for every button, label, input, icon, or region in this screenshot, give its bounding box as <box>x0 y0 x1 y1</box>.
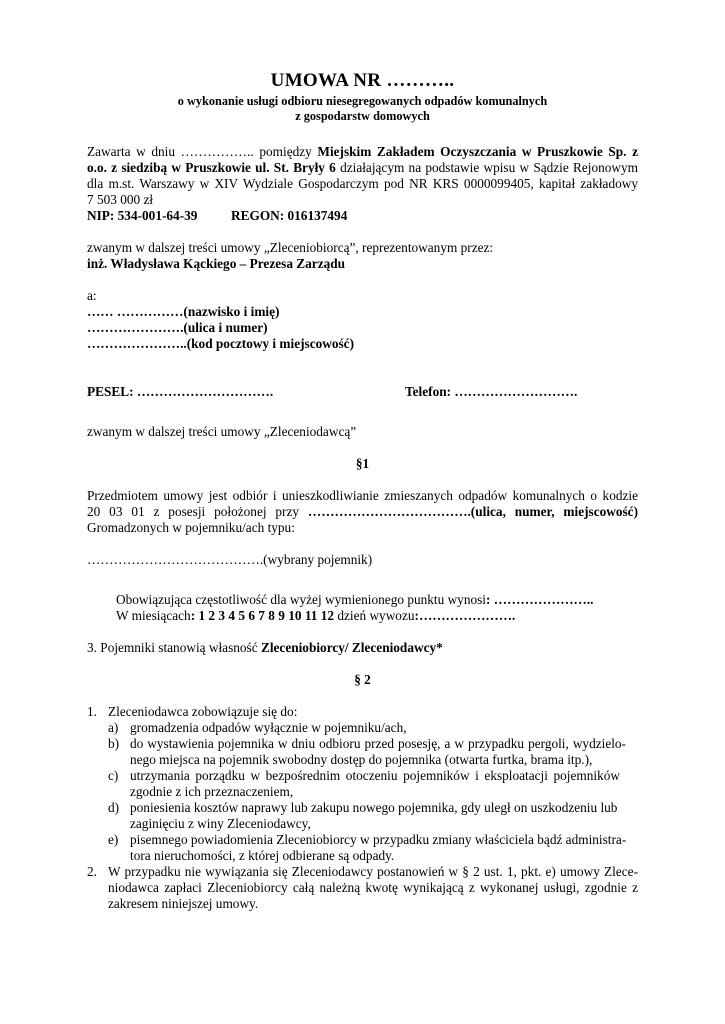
months-list: : 1 2 3 4 5 6 7 8 9 10 11 12 <box>190 608 335 623</box>
item-2-text-line-2: niodawca zapłaci Zleceniobiorcy całą należną kwotę wynikającą z wykonanej usługi, zgodnie z <box>108 880 638 895</box>
item-a-text: gromadzenia odpadów wyłącznie w pojemniku/ach, <box>130 720 407 735</box>
document-subtitle-line-1: o wykonanie usługi odbioru niesegregowanych odpadów komunalnych <box>177 94 548 108</box>
ownership-label: 3. Pojemniki stanowią własność <box>87 640 261 655</box>
section-1-heading: §1 <box>355 456 370 471</box>
months-line <box>116 608 515 624</box>
item-1-number: 1. <box>87 704 97 719</box>
section-2-heading: § 2 <box>354 672 371 687</box>
frequency-field: : ………………….. <box>486 592 594 607</box>
item-a-label: a) <box>108 720 119 735</box>
container-type-field: ………………………………….(wybrany pojemnik) <box>87 552 373 567</box>
property-address-field: ……………………………….(ulica, numer, miejscowość) <box>307 504 638 519</box>
item-e-text-line-1: pisemnego powiadomienia Zleceniobiorcy w przypadku zmiany właściciela bądź administra- <box>130 832 627 847</box>
company-name: Miejskim Zakładem Oczyszczania w Pruszkowie Sp. z <box>317 144 639 159</box>
party-street-field: ………………….(ulica i numer) <box>87 320 268 335</box>
document-title: UMOWA NR ……….. <box>270 70 455 91</box>
s1-paragraph-line-3: Gromadzonych w pojemniku/ach typu: <box>87 520 295 535</box>
party-postal-field: …………………..(kod pocztowy i miejscowość) <box>87 336 355 351</box>
item-c-text-line-1: utrzymania porządku w bezpośrednim otoczeniu pojemników i eksploatacji pojemników <box>130 768 620 783</box>
frequency-line <box>116 592 594 608</box>
item-d-text-line-1: poniesienia kosztów naprawy lub zakupu nowego pojemnika, gdy uległ on uszkodzeniu lub <box>130 800 618 815</box>
item-c-label: c) <box>108 768 119 783</box>
contract-date-text: Zawarta w dniu …………….. pomiędzy <box>87 144 318 159</box>
item-c-text-line-2: zgodnie z ich przeznaczeniem, <box>130 784 294 799</box>
pickup-day-label: dzień wywozu <box>334 608 415 623</box>
company-seat: o.o. z siedzibą w Pruszkowie ul. St. Bryły 6 <box>87 160 336 175</box>
pickup-day-field: :…………………. <box>414 608 516 623</box>
item-b-label: b) <box>108 736 120 751</box>
ownership-options: Zleceniobiorcy/ Zleceniodawcy* <box>260 640 443 655</box>
regon-number: REGON: 016137494 <box>231 208 348 223</box>
pesel-field: PESEL: …………………………. <box>87 384 274 399</box>
representative-name: inż. Władysława Kąckiego – Prezesa Zarządu <box>87 256 346 271</box>
nip-number: NIP: 534-001-64-39 <box>87 208 198 223</box>
intro-line-2 <box>87 160 638 176</box>
months-label: W miesiącach <box>116 608 191 623</box>
item-1-text: Zleceniodawca zobowiązuje się do: <box>108 704 298 719</box>
phone-field: Telefon: ………………………. <box>405 384 578 399</box>
party-a-label: a: <box>87 288 97 303</box>
frequency-label: Obowiązująca częstotliwość dla wyżej wymienionego punktu wynosi <box>116 592 487 607</box>
registration-text: działającym na podstawie wpisu w Sądzie Rejonowym <box>335 160 638 175</box>
item-2-text-line-3: zakresem niniejszej umowy. <box>108 896 259 911</box>
party-name-field: …… ……………(nazwisko i imię) <box>87 304 280 319</box>
represented-by-text: zwanym w dalszej treści umowy „Zleceniobiorcą”, reprezentowanym przez: <box>87 240 494 255</box>
item-2-text-line-1: W przypadku nie wywiązania się Zleceniodawcy postanowień w § 2 ust. 1, pkt. e) umowy Zlece- <box>108 864 638 879</box>
item-e-label: e) <box>108 832 119 847</box>
client-called-text: zwanym w dalszej treści umowy „Zleceniodawcą” <box>87 424 357 439</box>
item-d-label: d) <box>108 800 120 815</box>
intro-line-3: dla m.st. Warszawy w XIV Wydziale Gospodarczym pod NR KRS 0000099405, kapitał zakładowy <box>87 176 638 191</box>
item-b-text-line-2: nego miejsca na pojemnik swobodny dostęp do pojemnika (otwarta furtka, brama itp.), <box>130 752 593 767</box>
s1-paragraph-line-1: Przedmiotem umowy jest odbiór i unieszkodliwianie zmieszanych odpadów komunalnych o kodzie <box>87 488 638 503</box>
intro-line-1 <box>87 144 638 160</box>
item-d-text-line-2: zaginięciu z winy Zleceniodawcy, <box>130 816 311 831</box>
item-b-text-line-1: do wystawienia pojemnika w dniu odbioru przed posesję, a w przypadku pergoli, wydzielo- <box>130 736 626 751</box>
document-subtitle-line-2: z gospodarstw domowych <box>295 109 430 123</box>
s1-paragraph-line-2 <box>87 504 638 520</box>
item-2-number: 2. <box>87 864 97 879</box>
property-text: 20 03 01 z posesji położonej przy <box>87 504 308 519</box>
share-capital: 7 503 000 zł <box>87 192 154 207</box>
item-e-text-line-2: tora nieruchomości, z której odbierane są odpady. <box>130 848 395 863</box>
ownership-line <box>87 640 443 656</box>
